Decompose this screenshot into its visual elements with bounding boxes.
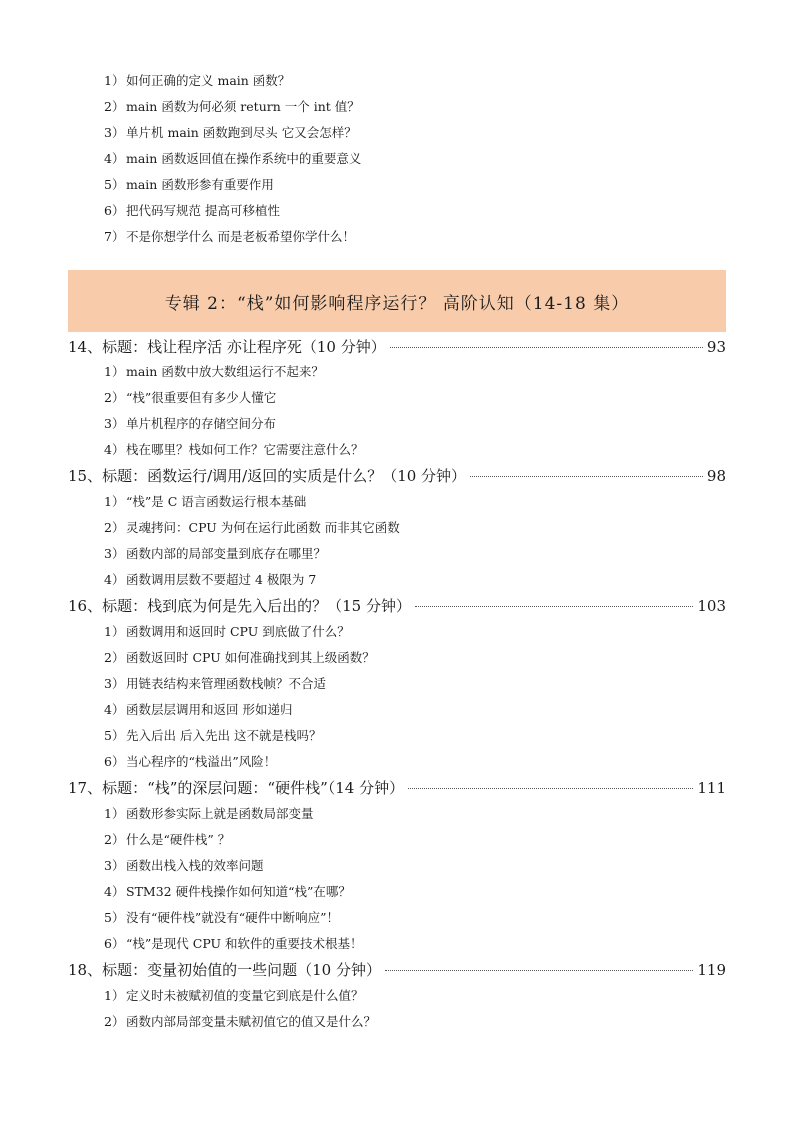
toc-entry[interactable] (68, 466, 726, 486)
toc-entry[interactable] (68, 778, 726, 798)
list-item: 3） 函数内部的局部变量到底存在哪里？ (104, 546, 327, 561)
dot-leader (385, 970, 693, 971)
list-item: 5） 先入后出 后入先出 这不就是栈吗？ (104, 728, 322, 743)
list-item: 3） 函数出栈入栈的效率问题 (104, 858, 264, 873)
list-item: 6） 当心程序的“栈溢出”风险！ (104, 754, 277, 769)
toc-entry[interactable] (68, 596, 726, 616)
dot-leader (470, 476, 703, 477)
list-item: 5） 没有“硬件栈”就没有“硬件中断响应”！ (104, 910, 340, 925)
toc-entry-title: 15、标题：函数运行/调用/返回的实质是什么？（10 分钟） (68, 467, 467, 485)
list-item: 6） 把代码写规范 提高可移植性 (104, 203, 280, 218)
list-item: 6） “栈”是现代 CPU 和软件的重要技术根基！ (104, 936, 363, 951)
toc-entry-title: 17、标题：“栈”的深层问题：“硬件栈”（14 分钟） (68, 779, 405, 797)
list-item: 4） main 函数返回值在操作系统中的重要意义 (104, 151, 362, 166)
toc-entry[interactable] (68, 960, 726, 980)
list-item: 2） main 函数为何必须 return 一个 int 值？ (104, 99, 360, 114)
list-item: 2） 函数内部局部变量未赋初值它的值又是什么？ (104, 1014, 377, 1029)
list-item: 4） 栈在哪里？栈如何工作？它需要注意什么？ (104, 442, 364, 457)
dot-leader (408, 788, 693, 789)
list-item: 1） 如何正确的定义 main 函数？ (104, 73, 291, 88)
list-item: 3） 用链表结构来管理函数栈帧？不合适 (104, 676, 327, 691)
list-item: 4） STM32 硬件栈操作如何知道“栈”在哪？ (104, 884, 351, 899)
banner-title: 专辑 2：“栈”如何影响程序运行？ 高阶认知（14-18 集） (164, 293, 630, 314)
list-item: 1） main 函数中放大数组运行不起来？ (104, 364, 324, 379)
toc-entry-title: 14、标题：栈让程序活 亦让程序死（10 分钟） (68, 338, 386, 356)
list-item: 1） 函数形参实际上就是函数局部变量 (104, 806, 314, 821)
list-item: 7） 不是你想学什么 而是老板希望你学什么！ (104, 229, 355, 244)
list-item: 3） 单片机 main 函数跑到尽头 它又会怎样？ (104, 125, 357, 140)
toc-page-number: 98 (706, 467, 726, 485)
dot-leader (415, 606, 693, 607)
list-item: 1） 函数调用和返回时 CPU 到底做了什么？ (104, 624, 350, 639)
toc-page-number: 111 (697, 779, 726, 797)
toc-entry-title: 18、标题：变量初始值的一些问题（10 分钟） (68, 961, 381, 979)
section-banner (68, 270, 726, 332)
list-item: 4） 函数层层调用和返回 形如递归 (104, 702, 293, 717)
list-item: 5） main 函数形参有重要作用 (104, 177, 274, 192)
toc-entry[interactable] (68, 337, 726, 357)
toc-entry-title: 16、标题：栈到底为何是先入后出的？（15 分钟） (68, 597, 411, 615)
toc-page-number: 119 (697, 961, 726, 979)
toc-page-number: 103 (697, 597, 726, 615)
list-item: 2） “栈”很重要但有多少人懂它 (104, 390, 277, 405)
list-item: 1） “栈”是 C 语言函数运行根本基础 (104, 494, 307, 509)
list-item: 2） 什么是“硬件栈” ？ (104, 832, 231, 847)
list-item: 2） 函数返回时 CPU 如何准确找到其上级函数？ (104, 650, 375, 665)
list-item: 3） 单片机程序的存储空间分布 (104, 416, 277, 431)
list-item: 2） 灵魂拷问：CPU 为何在运行此函数 而非其它函数 (104, 520, 400, 535)
toc-page-number: 93 (706, 338, 726, 356)
dot-leader (390, 347, 703, 348)
list-item: 4） 函数调用层数不要超过 4 极限为 7 (104, 572, 317, 587)
list-item: 1） 定义时未被赋初值的变量它到底是什么值？ (104, 988, 364, 1003)
